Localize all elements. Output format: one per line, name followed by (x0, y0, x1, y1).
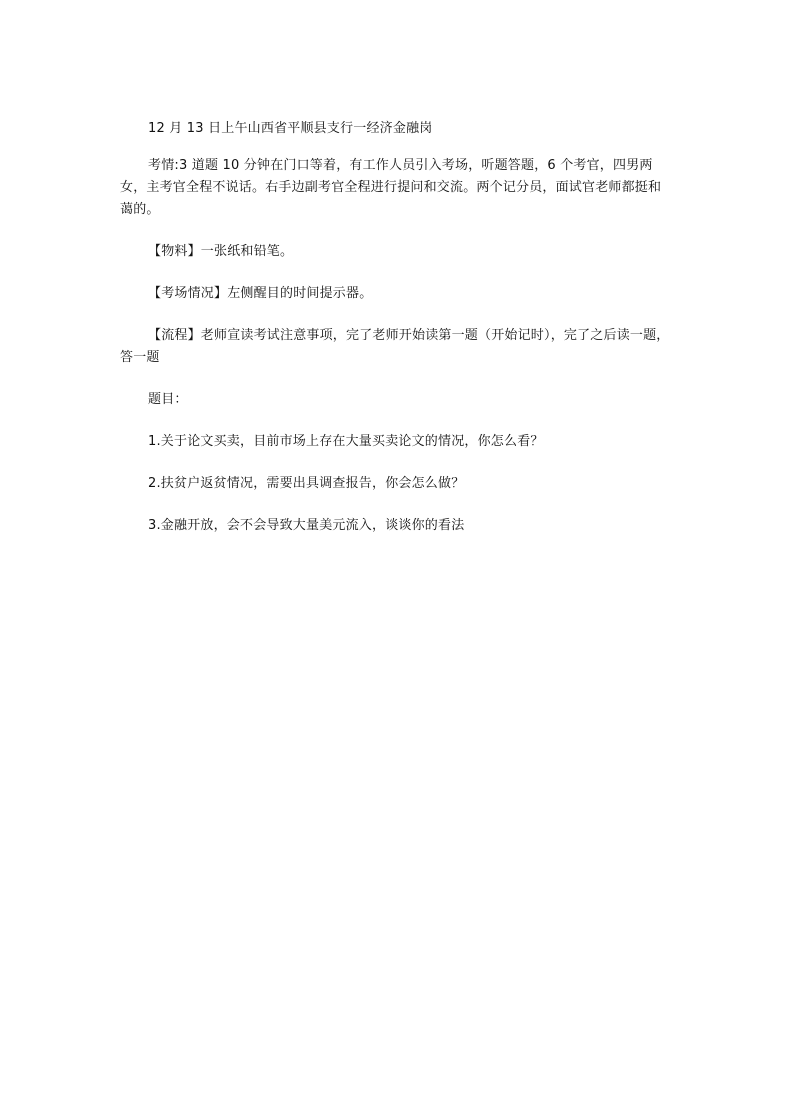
document-page (120, 118, 672, 557)
document-title: 12 月 13 日上午山西省平顺县支行一经济金融岗 (148, 121, 433, 136)
questions-label: 题目： (148, 392, 188, 407)
question-item-3: 3.金融开放，会不会导致大量美元流入，谈谈你的看法 (148, 518, 465, 533)
exam-info-paragraph: 考情:3 道题 10 分钟在门口等着，有工作人员引入考场，听题答题，6 个考官，四男两女，主考官全程不说话。右手边副考官全程进行提问和交流。两个记分员，面试官老师都挺和蔼的。 (120, 158, 662, 217)
question-item-2: 2.扶贫户返贫情况，需要出具调查报告，你会怎么做？ (148, 476, 465, 491)
process-paragraph: 【流程】老师宣读考试注意事项，完了老师开始读第一题（开始记时），完了之后读一题，答一题 (120, 328, 670, 365)
materials-paragraph: 【物料】一张纸和铅笔。 (148, 244, 294, 259)
question-item-1: 1.关于论文买卖，目前市场上存在大量买卖论文的情况，你怎么看？ (148, 434, 544, 449)
venue-paragraph: 【考场情况】左侧醒目的时间提示器。 (148, 286, 373, 301)
